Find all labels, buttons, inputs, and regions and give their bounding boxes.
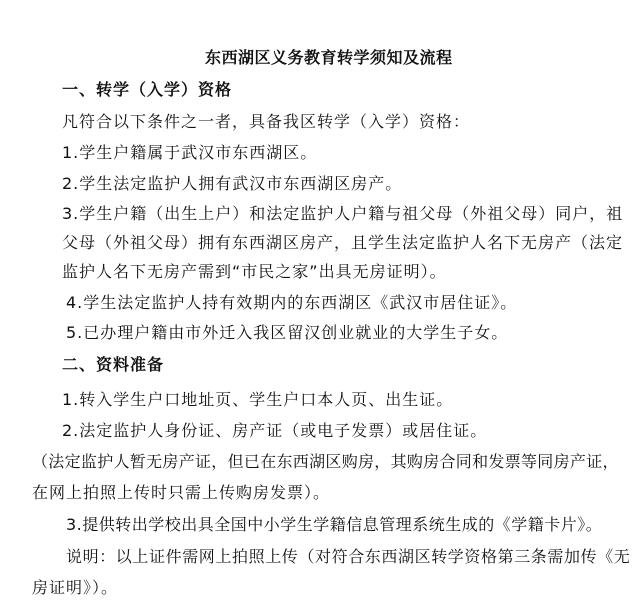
- list-item: 在网上拍照上传时只需上传购房发票）。: [32, 483, 331, 502]
- list-item: 2.学生法定监护人拥有武汉市东西湖区房产。: [62, 174, 403, 193]
- list-item: 3.学生户籍（出生上户）和法定监护人户籍与祖父母（外祖父母）同户，祖: [62, 204, 624, 223]
- list-item: 4.学生法定监护人持有效期内的东西湖区《武汉市居住证》。: [66, 293, 518, 312]
- document-title: 东西湖区义务教育转学须知及流程: [205, 48, 453, 67]
- list-item: 1.学生户籍属于武汉市东西湖区。: [62, 143, 318, 162]
- list-item: 2.法定监护人身份证、房产证（或电子发票）或居住证。: [62, 421, 488, 440]
- note-text: 说明：以上证件需网上拍照上传（对符合东西湖区转学资格第三条需加传《无: [66, 547, 631, 566]
- note-text: 房证明》）。: [32, 578, 119, 597]
- list-item: 监护人名下无房产需到“市民之家”出具无房证明）。: [62, 262, 447, 281]
- list-item: 5.已办理户籍由市外迁入我区留汉创业就业的大学生子女。: [66, 323, 509, 342]
- section-1-intro: 凡符合以下条件之一者，具备我区转学（入学）资格：: [62, 112, 471, 131]
- section-1-heading: 一、转学（入学）资格: [62, 80, 233, 99]
- list-item: 1.转入学生户口地址页、学生户口本人页、出生证。: [62, 390, 454, 409]
- section-2-heading: 二、资料准备: [62, 355, 165, 374]
- list-item: 3.提供转出学校出具全国中小学生学籍信息管理系统生成的《学籍卡片》。: [66, 515, 603, 534]
- list-item: （法定监护人暂无房产证，但已在东西湖区购房，其购房合同和发票等同房产证，: [32, 452, 619, 471]
- list-item: 父母（外祖父母）拥有东西湖区房产，且学生法定监护人名下无房产（法定: [62, 233, 624, 252]
